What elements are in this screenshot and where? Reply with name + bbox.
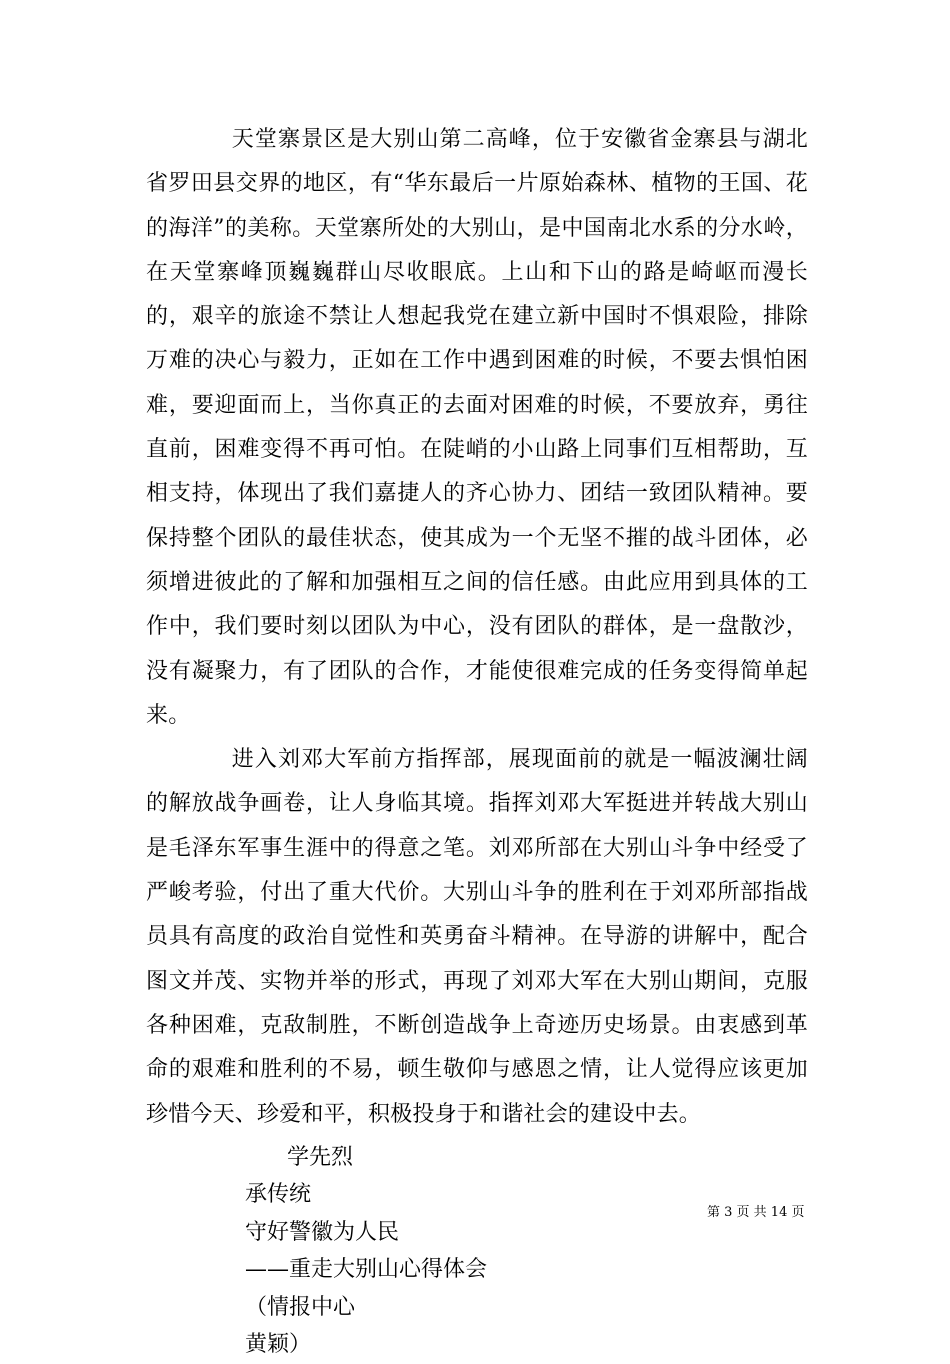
paragraph-tiantangzhai: 天堂寨景区是大别山第二高峰，位于安徽省金寨县与湖北省罗田县交界的地区，有“华东最后一片原始森林、植物的王国、花的海洋”的美称。天堂寨所处的大别山，是中国南北水系的分水岭，在天堂寨峰顶巍巍群山尽收眼底。上山和下山的路是崎岖而漫长的，艰辛的旅途不禁让人想起我党在建立新中国时不惧艰险，排除万难的决心与毅力，正如在工作中遇到困难的时候，不要去惧怕困难，要迎面而上，当你真正的去面对困难的时候，不要放弃，勇往直前，困难变得不再可怕。在陡峭的小山路上同事们互相帮助，互相支持，体现出了我们嘉捷人的齐心协力、团结一致团队精神。要保持整个团队的最佳状态，使其成为一个无坚不摧的战斗团体，必须增进彼此的了解和加强相互之间的信任感。由此应用到具体的工作中，我们要时刻以团队为中心，没有团队的群体，是一盘散沙，没有凝聚力，有了团队的合作，才能使很难完成的任务变得简单起来。 xyxy=(146,127,808,728)
document-body xyxy=(146,118,808,1364)
paragraph-liudeng-hq: 进入刘邓大军前方指挥部，展现面前的就是一幅波澜壮阔的解放战争画卷，让人身临其境。指挥刘邓大军挺进并转战大别山是毛泽东军事生涯中的得意之笔。刘邓所部在大别山斗争中经受了严峻考验，付出了重大代价。大别山斗争的胜利在于刘邓所部指战员具有高度的政治自觉性和英勇奋斗精神。在导游的讲解中，配合图文并茂、实物并举的形式，再现了刘邓大军在大别山期间，克服各种困难，克敌制胜，不断创造战争上奇迹历史场景。由衷感到革命的艰难和胜利的不易，顿生敬仰与感恩之情，让人觉得应该更加珍惜今天、珍爱和平，积极投身于和谐社会的建设中去。 xyxy=(146,747,808,1127)
page-number-footer: 第 3 页 共 14 页 xyxy=(707,1205,805,1220)
heading-line-guard-badge: 守好警徽为人民 xyxy=(245,1219,400,1245)
heading-line-subtitle: ——重走大别山心得体会 xyxy=(245,1257,488,1283)
article-heading-block xyxy=(146,1139,808,1364)
heading-line-department: （情报中心 xyxy=(245,1294,356,1320)
heading-line-learn-martyrs: 学先烈 xyxy=(287,1144,354,1170)
heading-line-inherit-tradition: 承传统 xyxy=(245,1182,312,1208)
heading-line-author: 黄颖） xyxy=(245,1332,312,1358)
